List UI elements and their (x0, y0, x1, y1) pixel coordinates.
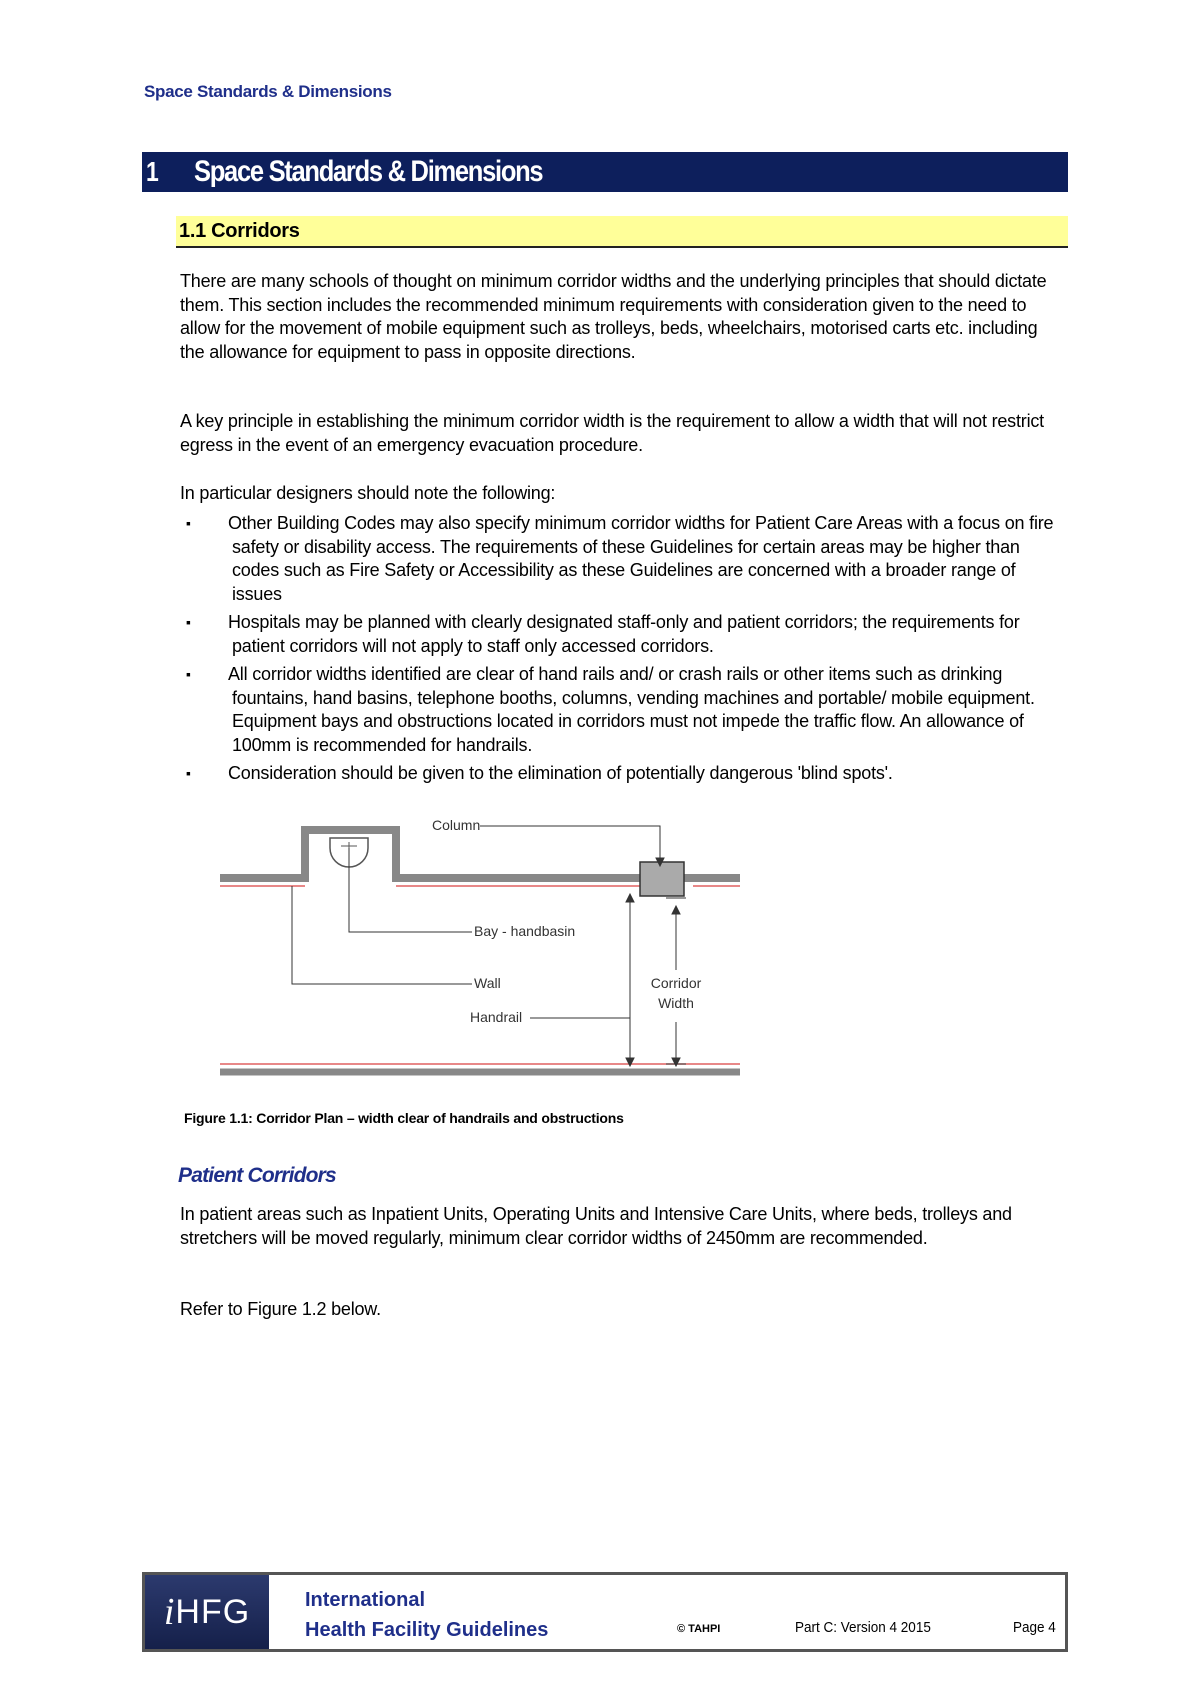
section-heading-bar (142, 152, 1068, 192)
section-number: 1 (146, 156, 159, 187)
section-title: Space Standards & Dimensions (194, 155, 543, 188)
paragraph-key-principle: A key principle in establishing the minimum corridor width is the requirement to allow a width that will not restrict egress in the event of an emergency evacuation procedure. (180, 411, 1044, 455)
logo-text: HFG (175, 1592, 251, 1631)
list-item: ▪ All corridor widths identified are clear of hand rails and/ or crash rails or other items such as drinking fountains, hand basins, telephone booths, columns, vending machines and portable/ mobile equipment. Equipment bays and obstructions located in corridors must not impede the traffic flow. An allowance of 100mm is recommended for handrails. (186, 664, 1035, 755)
paragraph-designers-note: In particular designers should note the following: (180, 483, 556, 503)
subsection-heading-bar (176, 216, 1068, 248)
footer-copyright: © TAHPI (677, 1623, 721, 1635)
corridor-plan-diagram (210, 808, 750, 1088)
label-wall: Wall (474, 975, 501, 991)
page-footer (142, 1572, 1068, 1652)
bullet-icon: ▪ (186, 515, 191, 531)
list-item: ▪ Other Building Codes may also specify minimum corridor widths for Patient Care Areas with a focus on fire safety or disability access. The requirements of these Guidelines for certain areas may be higher than codes such as Fire Safety or Accessibility as these Guidelines are concerned with a broader range of issues (186, 513, 1054, 604)
logo-i: i (163, 1591, 176, 1633)
running-header: Space Standards & Dimensions (144, 82, 392, 101)
bullet-icon: ▪ (186, 765, 191, 781)
footer-version: Part C: Version 4 2015 (795, 1619, 931, 1636)
subsection-title: 1.1 Corridors (179, 219, 300, 242)
label-column: Column (432, 817, 481, 833)
label-corridor: Corridor (650, 975, 702, 991)
patient-corridors-heading: Patient Corridors (178, 1164, 336, 1187)
label-bay-handbasin: Bay - handbasin (474, 923, 576, 939)
bullet-icon: ▪ (186, 614, 191, 630)
paragraph-refer-figure: Refer to Figure 1.2 below. (180, 1299, 381, 1319)
label-handrail: Handrail (470, 1009, 523, 1025)
label-width: Width (658, 995, 694, 1011)
bullet-icon: ▪ (186, 666, 191, 682)
ihfg-logo (145, 1575, 269, 1649)
footer-organization (305, 1585, 548, 1645)
list-item: ▪ Consideration should be given to the elimination of potentially dangerous 'blind spots'. (180, 762, 1065, 786)
paragraph-patient-areas: In patient areas such as Inpatient Units, Operating Units and Intensive Care Units, where beds, trolleys and stretchers will be moved regularly, minimum clear corridor widths of 2450mm are recommended. (180, 1204, 1012, 1248)
footer-org-line2: Health Facility Guidelines (305, 1619, 549, 1641)
footer-org-line1: International (305, 1589, 426, 1611)
figure-caption: Figure 1.1: Corridor Plan – width clear of handrails and obstructions (184, 1110, 624, 1126)
bullet-list (180, 512, 1065, 791)
paragraph-intro: There are many schools of thought on minimum corridor widths and the underlying principles that should dictate them. This section includes the recommended minimum requirements with consideration given to the need to allow for the movement of mobile equipment such as trolleys, beds, wheelchairs, motorised carts etc. including the allowance for equipment to pass in opposite directions. (180, 271, 1047, 362)
list-item: ▪ Hospitals may be planned with clearly designated staff-only and patient corridors; the requirements for patient corridors will not apply to staff only accessed corridors. (186, 612, 1020, 656)
footer-page-number: Page 4 (1013, 1619, 1056, 1636)
bottom-wall (220, 1064, 740, 1072)
column-block (640, 862, 684, 896)
